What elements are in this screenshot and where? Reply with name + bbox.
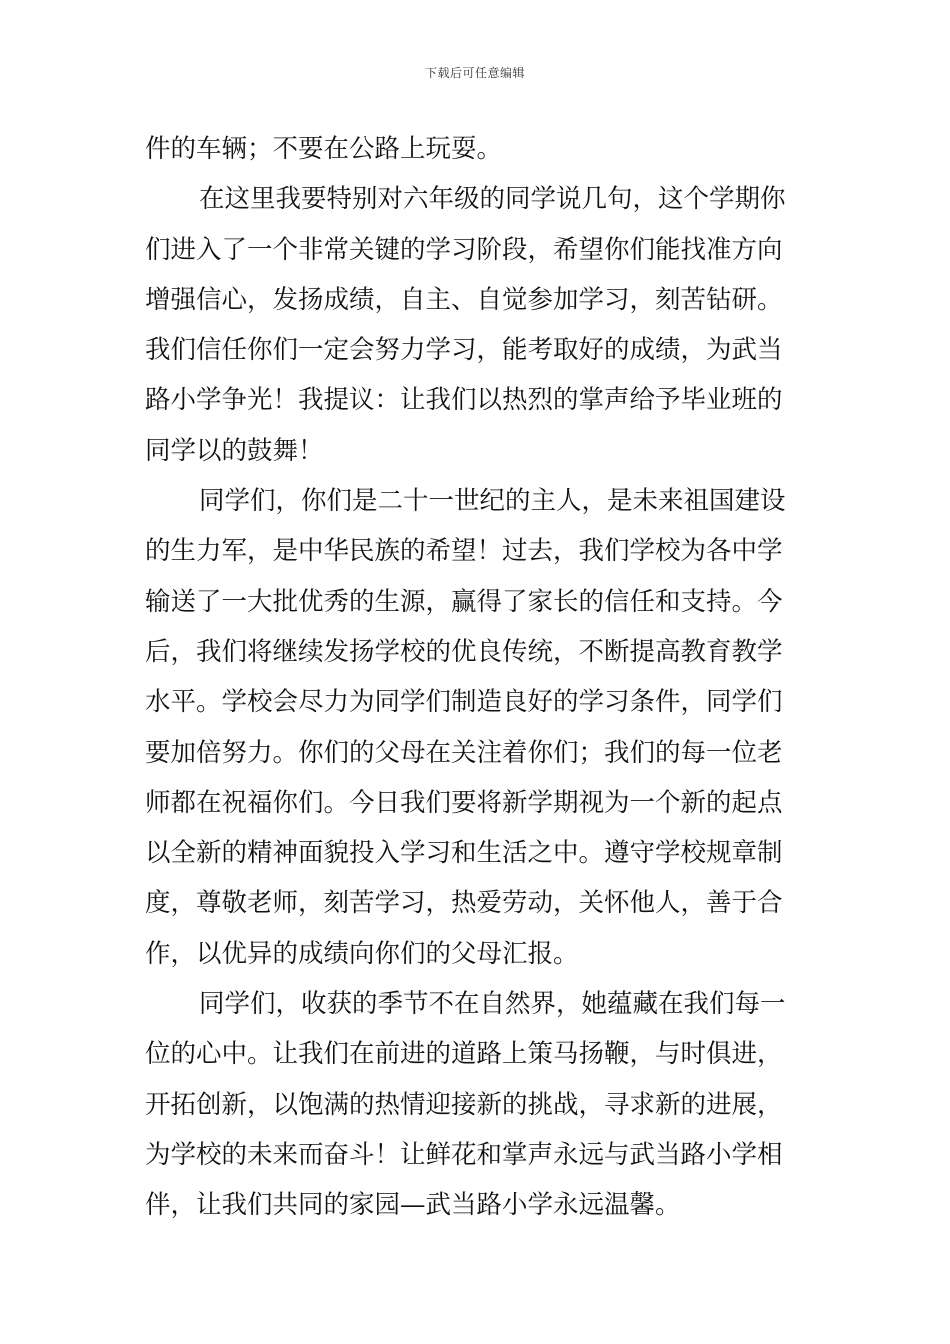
text-line: 增强信心，发扬成绩，自主、自觉参加学习，刻苦钻研。 xyxy=(145,284,783,315)
document-body xyxy=(145,124,813,1231)
text-line: 作，以优异的成绩向你们的父母汇报。 xyxy=(145,938,579,969)
text-line: 的生力军，是中华民族的希望！过去，我们学校为各中学 xyxy=(145,536,783,567)
text-line: 为学校的未来而奋斗！让鲜花和掌声永远与武当路小学相 xyxy=(145,1139,783,1170)
text-line: 开拓创新，以饱满的热情迎接新的挑战，寻求新的进展， xyxy=(145,1089,783,1120)
text-line: 师都在祝福你们。今日我们要将新学期视为一个新的起点 xyxy=(145,787,783,818)
text-line: 后，我们将继续发扬学校的优良传统，不断提高教育教学 xyxy=(145,636,783,667)
text-line: 输送了一大批优秀的生源，赢得了家长的信任和支持。今 xyxy=(145,586,783,617)
text-line: 度，尊敬老师，刻苦学习，热爱劳动，关怀他人，善于合 xyxy=(145,888,783,919)
text-line: 路小学争光！我提议：让我们以热烈的掌声给予毕业班的 xyxy=(145,385,783,416)
paragraph-start-line: 在这里我要特别对六年级的同学说几句，这个学期你 xyxy=(199,184,786,215)
text-line: 以全新的精神面貌投入学习和生活之中。遵守学校规章制 xyxy=(145,838,783,869)
text-line: 我们信任你们一定会努力学习，能考取好的成绩，为武当 xyxy=(145,335,783,366)
text-line: 件的车辆；不要在公路上玩耍。 xyxy=(145,134,503,164)
text-line: 们进入了一个非常关键的学习阶段，希望你们能找准方向 xyxy=(145,234,783,265)
text-line: 伴，让我们共同的家园—武当路小学永远温馨。 xyxy=(145,1190,681,1221)
text-line: 要加倍努力。你们的父母在关注着你们；我们的每一位老 xyxy=(145,737,783,768)
text-line: 位的心中。让我们在前进的道路上策马扬鞭，与时俱进， xyxy=(145,1039,783,1070)
text-line: 水平。学校会尽力为同学们制造良好的学习条件，同学们 xyxy=(145,687,783,718)
page-header: 下载后可任意编辑 xyxy=(424,66,525,80)
text-line: 同学以的鼓舞！ xyxy=(145,435,324,466)
paragraph-start-line: 同学们，你们是二十一世纪的主人，是未来祖国建设 xyxy=(199,486,786,517)
paragraph-start-line: 同学们，收获的季节不在自然界，她蕴藏在我们每一 xyxy=(199,989,786,1020)
